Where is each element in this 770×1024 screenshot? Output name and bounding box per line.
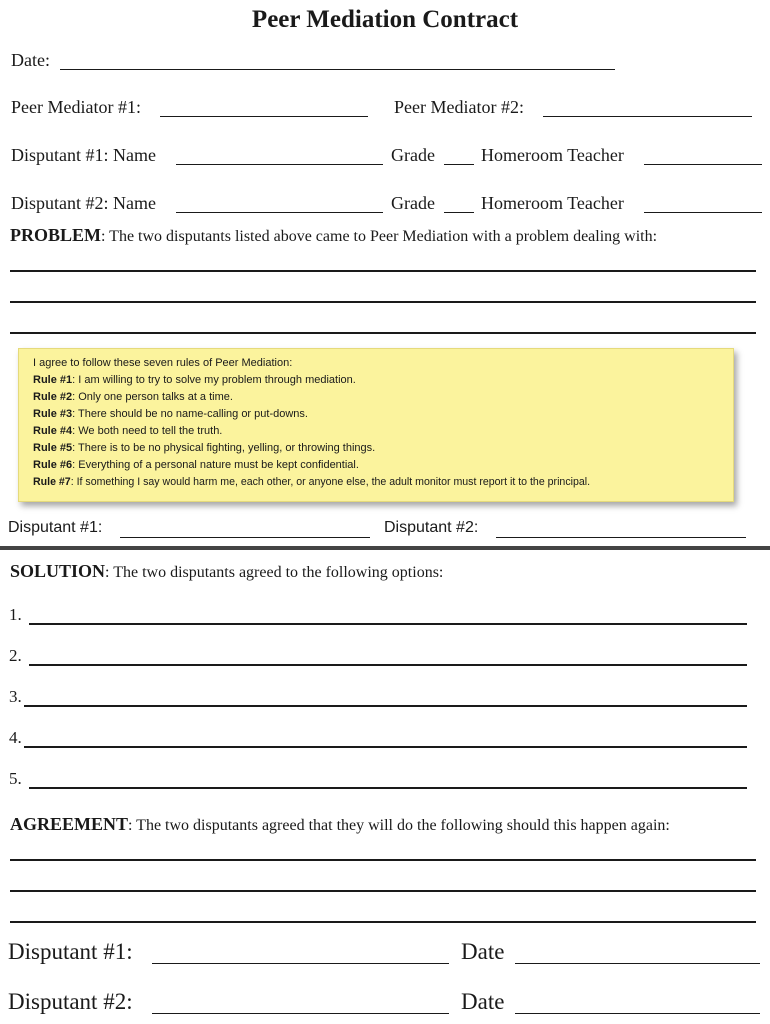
rules-disputant1-label: Disputant #1: <box>8 519 103 536</box>
disputant1-name-field[interactable] <box>176 164 383 165</box>
disputant1-grade-field[interactable] <box>444 164 474 165</box>
option-2-line[interactable] <box>29 664 747 666</box>
mediator2-field[interactable] <box>543 116 752 117</box>
problem-line-2[interactable] <box>10 301 756 303</box>
section-divider <box>0 546 770 550</box>
rule-7: Rule #7: If something I say would harm me, each other, or anyone else, the adult monitor must report it to the principal. <box>33 476 591 488</box>
rules-box <box>18 348 734 502</box>
option-4-line[interactable] <box>24 746 747 748</box>
rule-1: Rule #1: I am willing to try to solve my problem through mediation. <box>33 374 356 386</box>
page-title: Peer Mediation Contract <box>251 6 519 33</box>
option-5-number: 5. <box>9 769 22 788</box>
final-disputant2-label: Disputant #2: <box>8 989 133 1014</box>
option-1-number: 1. <box>9 605 22 624</box>
final-disputant1-label: Disputant #1: <box>8 939 133 964</box>
disputant2-grade-label: Grade <box>391 193 435 213</box>
option-5-line[interactable] <box>29 787 747 789</box>
final-disputant2-signature[interactable] <box>152 1013 449 1014</box>
disputant1-name-label: Disputant #1: Name <box>11 145 156 165</box>
final-disputant1-signature[interactable] <box>152 963 449 964</box>
date-field[interactable] <box>60 69 615 70</box>
rule-6: Rule #6: Everything of a personal nature must be kept confidential. <box>33 459 359 471</box>
agreement-line-2[interactable] <box>10 890 756 892</box>
agreement-line-3[interactable] <box>10 921 756 923</box>
disputant2-homeroom-field[interactable] <box>644 212 762 213</box>
rule-4: Rule #4: We both need to tell the truth. <box>33 425 223 437</box>
problem-heading: PROBLEM: The two disputants listed above came to Peer Mediation with a problem dealing with: <box>10 225 658 245</box>
disputant2-name-field[interactable] <box>176 212 383 213</box>
mediator2-label: Peer Mediator #2: <box>394 97 524 117</box>
disputant2-name-label: Disputant #2: Name <box>11 193 156 213</box>
option-2-number: 2. <box>9 646 22 665</box>
agreement-line-1[interactable] <box>10 859 756 861</box>
solution-heading: SOLUTION: The two disputants agreed to the following options: <box>10 561 444 581</box>
agreement-heading: AGREEMENT: The two disputants agreed that they will do the following should this happen again: <box>10 814 670 834</box>
final-date1-label: Date <box>461 939 505 964</box>
option-3-number: 3. <box>9 687 22 706</box>
option-3-line[interactable] <box>24 705 747 707</box>
problem-line-1[interactable] <box>10 270 756 272</box>
disputant2-homeroom-label: Homeroom Teacher <box>481 193 624 213</box>
option-4-number: 4. <box>9 728 22 747</box>
mediator1-field[interactable] <box>160 116 368 117</box>
rules-disputant1-signature[interactable] <box>120 537 370 538</box>
rule-5: Rule #5: There is to be no physical fighting, yelling, or throwing things. <box>33 442 376 454</box>
disputant1-grade-label: Grade <box>391 145 435 165</box>
final-date2-label: Date <box>461 989 505 1014</box>
rules-disputant2-signature[interactable] <box>496 537 746 538</box>
disputant1-homeroom-label: Homeroom Teacher <box>481 145 624 165</box>
rule-2: Rule #2: Only one person talks at a time. <box>33 391 233 403</box>
mediator1-label: Peer Mediator #1: <box>11 97 141 117</box>
disputant2-grade-field[interactable] <box>444 212 474 213</box>
final-date1-field[interactable] <box>515 963 760 964</box>
rules-disputant2-label: Disputant #2: <box>384 519 479 536</box>
rules-intro: I agree to follow these seven rules of Peer Mediation: <box>33 357 293 369</box>
disputant1-homeroom-field[interactable] <box>644 164 762 165</box>
final-date2-field[interactable] <box>515 1013 760 1014</box>
date-label: Date: <box>11 50 50 70</box>
option-1-line[interactable] <box>29 623 747 625</box>
rule-3: Rule #3: There should be no name-calling or put-downs. <box>33 408 308 420</box>
problem-line-3[interactable] <box>10 332 756 334</box>
